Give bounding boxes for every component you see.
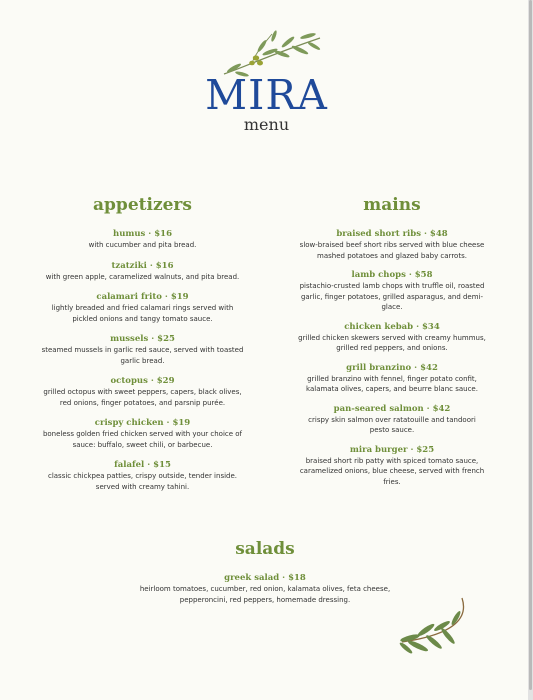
scrollbar-thumb[interactable] [529, 0, 532, 690]
dish-heading: chicken kebab · $34 [344, 321, 440, 332]
dish-description: pistachio-crusted lamb chops with truffle oil, roasted garlic, finger potatoes, grilled asparagus, and demi-glace. [299, 282, 485, 311]
dish-grill-branzino [298, 363, 486, 395]
dish-description: lightly breaded and fried calamari rings served with pickled onions and tangy tomato sauce. [51, 304, 234, 323]
menu-subtitle: menu [243, 115, 290, 134]
dish-description: grilled chicken skewers served with creamy hummus, grilled red peppers, and onions. [298, 333, 486, 352]
dish-braised-short-ribs [298, 229, 486, 261]
dish-description: steamed mussels in garlic red sauce, served with toasted garlic bread. [41, 346, 244, 365]
dish-octopus [40, 376, 245, 408]
salads-section [120, 538, 410, 615]
dish-humus [40, 229, 245, 251]
section-title-mains: mains [363, 195, 421, 215]
dish-description: classic chickpea patties, crispy outside, tender inside. served with creamy tahini. [47, 472, 238, 491]
dish-heading: crispy chicken · $19 [94, 418, 191, 428]
dish-description: heirloom tomatoes, cucumber, red onion, kalamata olives, feta cheese, pepperoncini, red peppers, homemade dressing. [139, 585, 391, 604]
section-title-salads: salads [235, 539, 295, 559]
dish-lamb-chops [298, 270, 486, 313]
mains-section [298, 194, 486, 496]
dish-chicken-kebab [298, 322, 486, 354]
dish-heading: humus · $16 [113, 229, 172, 239]
dish-heading: lamb chops · $58 [351, 270, 433, 280]
dish-crispy-chicken [40, 418, 245, 450]
dish-heading: greek salad · $18 [224, 573, 306, 583]
dish-calamari-frito [40, 292, 245, 324]
dish-description: boneless golden fried chicken served with your choice of sauce: buffalo, sweet chili, or barbecue. [42, 430, 243, 449]
logo-wordmark: MIRA [205, 71, 328, 119]
olive-sprig-icon [396, 596, 468, 658]
dish-description: with green apple, caramelized walnuts, and pita bread. [45, 272, 240, 281]
section-title-appetizers: appetizers [93, 195, 192, 215]
dish-description: crispy skin salmon over ratatouille and tandoori pesto sauce. [308, 415, 476, 434]
scrollbar[interactable] [528, 0, 533, 700]
dish-heading: falafel · $15 [114, 460, 171, 470]
dish-heading: octopus · $29 [110, 376, 175, 386]
dish-heading: tzatziki · $16 [111, 260, 174, 271]
dish-tzatziki [40, 261, 245, 283]
dish-heading: grill branzino · $42 [346, 362, 438, 373]
dish-mira-burger [298, 445, 486, 488]
dish-mussels [40, 334, 245, 366]
dish-heading: mussels · $25 [110, 334, 175, 344]
dish-pan-seared-salmon [298, 404, 486, 436]
dish-heading: braised short ribs · $48 [336, 229, 448, 239]
dish-heading: pan-seared salmon · $42 [333, 403, 451, 414]
appetizers-section [40, 194, 245, 502]
dish-greek-salad [120, 573, 410, 605]
dish-description: with cucumber and pita bread. [88, 241, 197, 249]
dish-description: slow-braised beef short ribs served with blue cheese mashed potatoes and glazed baby carrots. [299, 241, 485, 260]
dish-description: grilled octopus with sweet peppers, capers, black olives, red onions, finger potatoes, and parsnip purée. [43, 388, 242, 407]
dish-description: grilled branzino with fennel, finger potato confit, kalamata olives, capers, and beurre blanc sauce. [306, 374, 478, 393]
dish-description: braised short rib patty with spiced tomato sauce, caramelized onions, blue cheese, served with french fries. [299, 456, 485, 486]
dish-heading: calamari frito · $19 [96, 292, 189, 302]
dish-falafel [40, 460, 245, 492]
dish-heading: mira burger · $25 [349, 444, 435, 455]
